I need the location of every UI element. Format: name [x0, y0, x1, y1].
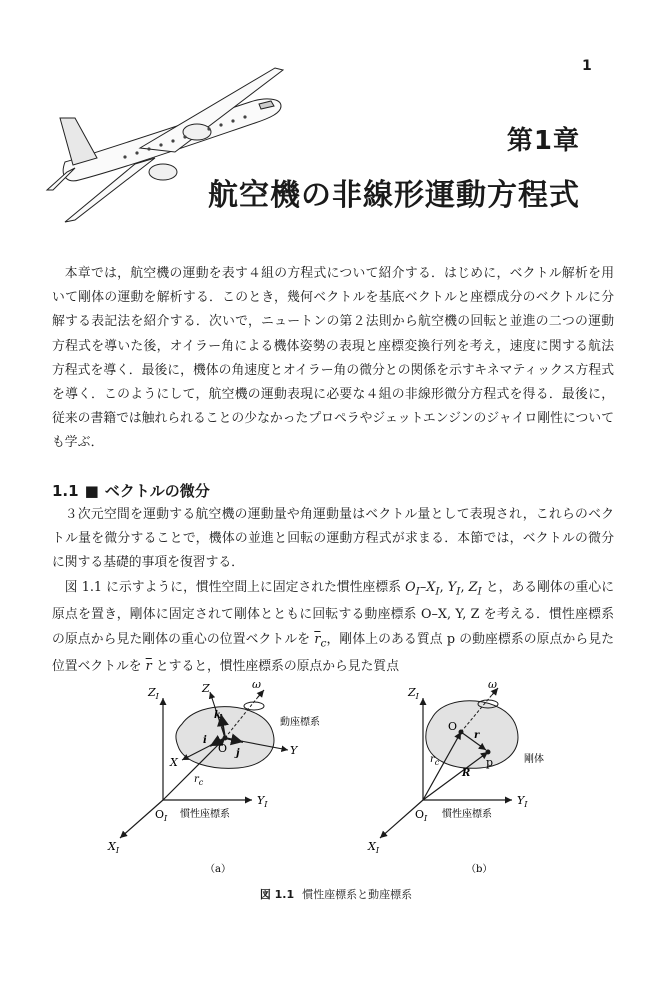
rigid-body-b — [426, 701, 518, 768]
svg-text:慣性座標系: 慣性座標系 — [180, 809, 230, 820]
svg-text:rc: $r_c$ — [430, 754, 440, 767]
svg-text:j: j — [236, 748, 240, 759]
figure-caption — [0, 886, 672, 902]
svg-text:p: p — [486, 756, 494, 769]
chapter-title: 航空機の非線形運動方程式 — [208, 178, 580, 213]
svg-text:i: i — [203, 735, 207, 746]
engine-left — [149, 164, 177, 180]
section-marker: ■ — [84, 482, 99, 500]
svg-text:XI: $X_I$ — [108, 840, 120, 855]
page-number: 1 — [582, 58, 592, 74]
svg-text:XI: $X_I$ — [368, 840, 380, 855]
engine-right — [183, 124, 211, 140]
svg-text:（b）: （b） — [466, 864, 493, 875]
svg-text:Y: Y — [290, 744, 298, 757]
svg-text:ZI: $Z_I$ — [148, 686, 159, 701]
svg-text:X: X — [170, 756, 178, 769]
svg-text:（a）: （a） — [205, 864, 231, 875]
chapter-label: 第1章 — [506, 126, 580, 156]
svg-text:YI: $Y_I$ — [257, 794, 268, 809]
svg-text:慣性座標系: 慣性座標系 — [442, 809, 492, 820]
svg-text:OI: $O_I$ — [155, 808, 168, 823]
section-paragraph-2: 図 1.1 に示すように，慣性空間上に固定された慣性座標系 $O_I-X_I$, $Y_I$, $Z_I$ と，ある剛体の重心に原点を置き，剛体に固定されて剛体とともに回転する動座標系 O–X, Y, Z を考える．慣性座標系の原点から見た剛体の重心の位置ベクトルを $\overline{r}_c$，剛体上のある質点 p の動座標系の原点から見た位置ベクトルを $\overline{r}$ とすると，慣性座標系の原点から見た質点 — [52, 579, 615, 675]
figure-panel-a — [107, 680, 320, 875]
figure-number: 図 1.1 — [259, 888, 295, 901]
section-number: 1.1 — [52, 482, 79, 500]
figure-1-1 — [0, 680, 672, 885]
section-heading — [52, 480, 210, 501]
svg-text:剛体: 剛体 — [524, 754, 544, 765]
svg-text:OI: $O_I$ — [415, 808, 428, 823]
section-paragraph-1: ３次元空間を運動する航空機の運動量や角運動量はベクトル量として表現され，これらのベクトル量を微分することで，機体の並進と回転の運動方程式が求まる．本節では，ベクトルの微分に関する基礎的事項を復習する． — [52, 507, 614, 571]
svg-text:YI: $Y_I$ — [517, 794, 528, 809]
inertial-frame-symbol: $O_I-X_I$, $Y_I$, $Z_I$ — [405, 579, 482, 598]
figure-panel-b — [367, 680, 544, 875]
svg-text:O: O — [448, 720, 458, 733]
svg-text:動座標系: 動座標系 — [280, 717, 320, 728]
svg-text:ZI: $Z_I$ — [408, 686, 419, 701]
svg-text:r: r — [474, 730, 480, 741]
section-body — [52, 503, 614, 680]
svg-text:rc: $r_c$ — [194, 774, 204, 787]
svg-text:ω: ω — [488, 680, 497, 691]
svg-text:Z: Z — [202, 682, 210, 695]
intro-paragraph: 本章では，航空機の運動を表す４組の方程式について紹介する．はじめに，ベクトル解析を用いて剛体の運動を解析する．このとき，幾何ベクトルを基底ベクトルと座標成分のベクトルに分解する表記法を紹介する．次いで，ニュートンの第２法則から航空機の回転と並進の二つの運動方程式を導いた後，オイラー角による機体姿勢の表現と座標変換行列を考え，速度に関する航法方程式を導く．最後に，機体の角速度とオイラー角の微分との関係を示すキネマティックス方程式を導く．このようにして，航空機の運動表現に必要な４組の非線形微分方程式を得る．最後に，従来の書籍では触れられることの少なかったプロペラやジェットエンジンのジャイロ剛性についても学ぶ． — [52, 266, 614, 451]
section-title: ベクトルの微分 — [104, 482, 210, 500]
svg-text:k: k — [214, 710, 221, 721]
svg-text:O: O — [218, 742, 228, 755]
r-vector-symbol: $\overline{r}$ — [145, 659, 152, 675]
svg-text:R: R — [462, 768, 471, 779]
tail-fin — [60, 118, 97, 165]
figure-caption-text: 慣性座標系と動座標系 — [302, 888, 413, 901]
svg-text:ω: ω — [252, 680, 261, 691]
rc-vector-symbol: $\overline{r}_c$ — [314, 631, 327, 650]
